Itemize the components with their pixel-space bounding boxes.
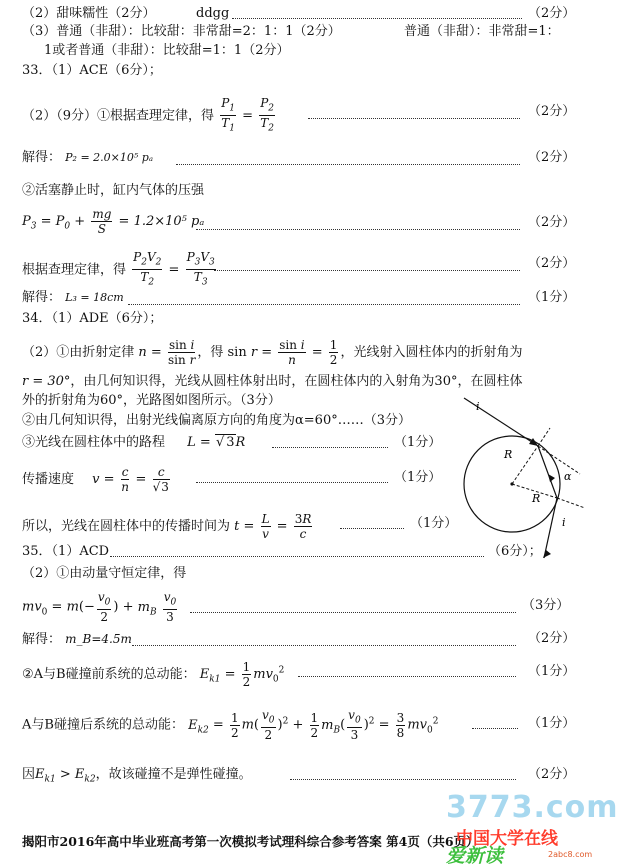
incident-extension (538, 446, 580, 474)
score-label: （2分） (528, 631, 576, 646)
q34-part1: 34．（1）ADE（6分）； (22, 311, 163, 326)
leader-dots (190, 612, 516, 613)
q35-momentum-equation: $mv_0 = m(-$ $\frac{v_0}{2}$ ) + $m_B$ $\frac{v_0}{3}$ (22, 590, 177, 625)
q34-path-length: ③光线在圆柱体中的路程 L = √ 3R (22, 435, 246, 450)
emergent-ray-arrow (543, 550, 551, 558)
leader-dots (128, 304, 520, 305)
label-i-incident: i (476, 400, 480, 413)
score-label: （6分）； (488, 544, 542, 559)
q34-speed: 传播速度 v = $\frac{c}{n}$ = $\frac{c}{√3}$ (22, 465, 169, 494)
q34-exit-angle: 外的折射角为60°，光路图如图所示。（3分） (22, 393, 281, 408)
score-label: （2分） (528, 256, 576, 271)
leader-dots (232, 18, 522, 19)
score-label: （1分） (410, 516, 458, 531)
q33-p3-equation: $P_3 = P_0$ + $\frac{mg}{S}$ = 1.2×10⁵ pₐ (22, 207, 205, 236)
leader-dots (340, 528, 404, 529)
normal-extension (557, 498, 585, 508)
leader-dots (290, 779, 516, 780)
score-label: （1分） (394, 435, 442, 450)
q33-solve-p2: 解得： P₂ = 2.0×10⁵ pₐ (22, 150, 153, 165)
q33-charles-law: （2）（9分）①根据查理定律，得 $\frac{P_1}{T_1}$ = $\frac{P_2}{T_2}$ (22, 96, 274, 134)
score-label: （2分） (528, 6, 576, 21)
q35-conclusion: 因$E_{k1} > E_{k2}$，故该碰撞不是弹性碰撞。 (22, 767, 252, 785)
leader-dots (196, 482, 388, 483)
q35-kinetic-energy-after: A与B碰撞后系统的总动能： $E_{k2}$ = $\frac{1}{2}$ m( $\frac{v_0}{2}$ )$^2$ + $\frac{1}{2}$ $m_B$( $\frac{v_0}{3}$ )$^2$ = $\frac{3}{8}$ $mv_0^2$ (22, 708, 439, 743)
watermark-logo: 爱新读 (446, 845, 504, 867)
leader-dots (196, 229, 520, 230)
optical-path-diagram (440, 398, 590, 568)
answer-line-2-tail: 普通（非甜）：非常甜=1： (404, 24, 560, 39)
q35-solve-mb: 解得： m_B=4.5m (22, 632, 132, 647)
answer-line-3: 1或者普通（非甜）：比较甜=1：1（2分） (44, 43, 290, 58)
watermark-url: 2abc8.com (548, 850, 593, 859)
leader-dots (272, 447, 388, 448)
score-label: （2分） (528, 150, 576, 165)
watermark-site: 3773.com (446, 790, 619, 825)
score-label: （1分） (528, 290, 576, 305)
q35-part1: 35．（1）ACD (22, 544, 110, 559)
label-r-upper: R (504, 448, 513, 461)
refracted-ray (538, 446, 557, 498)
center-point (510, 482, 513, 485)
leader-dots (308, 118, 520, 119)
leader-dots (132, 645, 516, 646)
score-label: （3分） (522, 598, 570, 613)
q34-geometry-line: r = 30°，由几何知识得，光线从圆柱体射出时，在圆柱体内的入射角为30°，在圆柱体 (22, 374, 523, 389)
page-footer: 揭阳市2016年高中毕业班高考第一次模拟考试理科综合参考答案 第4页（共6页） (22, 834, 479, 849)
score-label: （2分） (528, 215, 576, 230)
refracted-ray-arrow (548, 474, 555, 482)
label-alpha: α (564, 470, 572, 483)
watermark-text: 中国大学在线 (456, 829, 558, 849)
leader-dots (176, 164, 520, 165)
score-label: （2分） (528, 104, 576, 119)
q34-deviation-angle: ②由几何知识得，出射光线偏离原方向的角度为α=60°……（3分） (22, 413, 411, 428)
q35-momentum-law: （2）①由动量守恒定律，得 (22, 566, 187, 581)
label-i-emergent: i (562, 516, 566, 529)
score-label: （2分） (528, 767, 576, 782)
score-label: （1分） (528, 664, 576, 679)
q33-charles-law-2: 根据查理定律，得 $\frac{P_2V_2}{T_2}$ = $\frac{P_3V_3}{T_3}$ (22, 250, 215, 288)
q35-kinetic-energy-before: ②A与B碰撞前系统的总动能： $E_{k1}$ = $\frac{1}{2}$ $mv_0^2$ (22, 660, 285, 689)
leader-dots (472, 728, 518, 729)
score-label: （1分） (528, 716, 576, 731)
label-r-lower: R (532, 492, 541, 505)
radius-line-1 (512, 446, 538, 484)
answer-line-1: （2）甜味糯性（2分） (22, 6, 156, 21)
q34-time: 所以，光线在圆柱体中的传播时间为 t = $\frac{L}{v}$ = $\frac{3R}{c}$ (22, 512, 312, 541)
leader-dots (110, 556, 484, 557)
q33-solve-l3: 解得： L₃ = 18cm (22, 290, 124, 305)
emergent-ray (544, 498, 557, 558)
q33-part1: 33．（1）ACE（6分）； (22, 63, 162, 78)
normal-line (538, 428, 550, 446)
leader-dots (214, 270, 520, 271)
q33-piston-pressure: ②活塞静止时，缸内气体的压强 (22, 183, 205, 198)
score-label: （1分） (394, 470, 442, 485)
answer-line-1-ddgg: ddgg (196, 6, 230, 21)
q34-refraction-law: （2）①由折射定律 n = $\frac{\text{sin i}}{\text{sin r}}$ ，得 sin r = $\frac{\text{sin i}}{n}$ = $\frac{1}{2}$ ，光线射入圆柱体内的折射角为 (22, 338, 523, 367)
leader-dots (298, 676, 516, 677)
answer-line-2: （3）普通（非甜）：比较甜：非常甜=2：1：1（2分） (22, 24, 341, 39)
